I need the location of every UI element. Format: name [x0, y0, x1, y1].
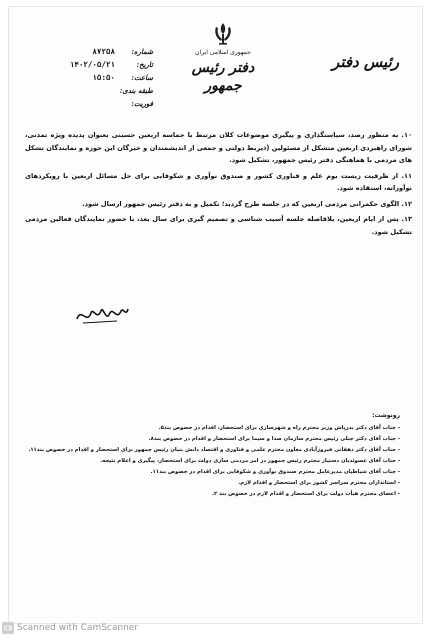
meta-number-row — [43, 47, 153, 60]
meta-classification-label: طبقه بندی: — [119, 86, 153, 95]
cc-item: - استانداران محترم سراسر کشور برای استحضار و اقدام لازم. — [238, 480, 400, 486]
letter-page — [8, 6, 423, 624]
letter-body — [25, 129, 412, 241]
paragraph-text: پس از ایام اربعین، بلافاصله جلسه آسیب شناسی و تصمیم گیری برای سال بعد، با حضور نمایندگان فعالین مردمی تشکیل شود. — [25, 215, 412, 236]
letter-meta — [43, 47, 153, 112]
brand-subtitle: جمهوری اسلامی ایران — [195, 49, 251, 56]
cc-item: - جناب آقای دکتر بذرپاش وزیر محترم راه و شهرسازی برای استحضار، اقدام در خصوص بند۵. — [158, 425, 400, 431]
cc-item: - جناب آقای شیاطیان مدیرعامل محترم صندوق نوآوری و شکوفایی برای اقدام در خصوص بند۱۱. — [150, 469, 400, 475]
cc-title: رونوشت: — [372, 412, 400, 419]
paragraph-number: ۱۳. — [401, 215, 413, 223]
paragraph-number: ۱۰. — [401, 131, 412, 139]
paragraph-text: الگوی حکمرانی مردمی اربعین که در جلسه طرح گردید؛ تکمیل و به دفتر رئیس جمهور ارسال شود. — [82, 199, 400, 208]
paragraph-11 — [25, 170, 412, 195]
cc-item: - جناب آقای دکتر دهقانی فیروزآبادی معاون محترم علمی و فناوری و اقتصاد دانش بنیان رئیس جمهور برای استحضار و اقدام در خصوص بند۱۱. — [28, 447, 400, 453]
scanner-watermark-text: Scanned with CamScanner — [17, 623, 139, 633]
meta-priority-row — [43, 99, 153, 112]
meta-number-value: ۸۷۲۵۸ — [92, 47, 115, 56]
meta-time-label: ساعت: — [131, 73, 153, 82]
meta-time-row — [43, 73, 153, 86]
meta-date-row — [43, 60, 153, 73]
iran-emblem-icon — [211, 21, 235, 47]
cc-list — [25, 410, 400, 500]
meta-number-label: شماره: — [131, 47, 153, 56]
office-title: رئیس دفتر — [332, 53, 399, 71]
meta-priority-label: فوریت: — [131, 99, 153, 108]
meta-time-value: ۱۵:۵۰ — [92, 73, 115, 82]
paragraph-number: ۱۱. — [401, 171, 413, 180]
paragraph-13 — [25, 213, 412, 238]
signature — [73, 299, 131, 329]
paragraph-10 — [25, 129, 412, 167]
camscanner-logo-icon: CS — [2, 622, 14, 634]
paragraph-12 — [25, 198, 412, 211]
cc-item: - جناب آقای دکتر جبلی رئیس محترم سازمان صدا و سیما برای استحضار و اقدام در خصوص بند۸. — [148, 436, 400, 442]
scanner-watermark — [2, 620, 138, 636]
meta-date-value: ۱۴۰۲/۰۵/۲۱ — [69, 60, 115, 69]
paragraph-number: ۱۲. — [401, 199, 412, 208]
brand-title: دفتر رئیس جمهور — [191, 60, 255, 94]
meta-classification-row — [43, 86, 153, 99]
paragraph-text: به منظور رصد، سیاستگذاری و پیگیری موضوعات کلان مرتبط با حماسه اربعین حسینی بعنوان پدیده ویژه تمدنی، شورای راهبردی اربعین متشکل از مسئولین (ذیربط دولتی و جمعی از اندیشمندان و خبرگان این حوزه و نمایندگان تشکل های مردمی با هماهنگی دفتر رئیس جمهور، تشکیل شود. — [25, 131, 412, 164]
meta-date-label: تاریخ: — [136, 60, 153, 69]
cc-item: - جناب آقای عسوئدیان دستیار محترم رئیس جمهور در امر مردمی سازی دولت برای استحضار، پیگیری و اعلام نتیجه. — [100, 458, 400, 464]
paragraph-text: از ظرفیت زیست بوم علم و فناوری کشور و صندوق نوآوری و شکوفایی برای حل مسائل اربعین با رویکردهای نوآورانه، استفاده شود. — [25, 171, 412, 192]
cc-item: - اعضای محترم هیأت دولت برای استحضار و اقدام لازم در خصوص بند ۲. — [212, 491, 400, 497]
